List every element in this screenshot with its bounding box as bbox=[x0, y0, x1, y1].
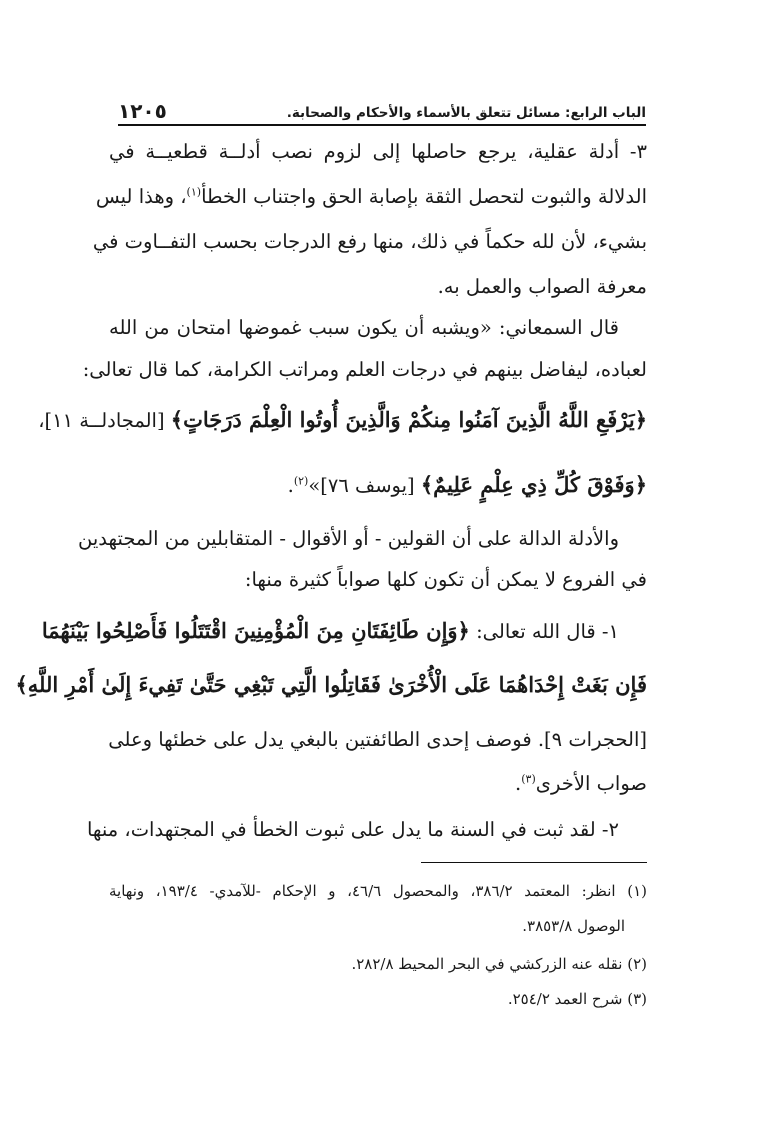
body-line-10: في الفروع لا يمكن أن تكون كلها صواباً كثيرة منها: bbox=[244, 568, 647, 591]
verse-line-3 bbox=[41, 618, 619, 643]
footnote-3: (٣) شرح العمد ٢٥٤/٢. bbox=[507, 990, 647, 1008]
body-line-2-text: الدلالة والثبوت لتحصل الثقة بإصابة الحق واجتناب الخطأ bbox=[201, 185, 647, 208]
quran-verse-2: ﴿وَفَوْقَ كُلِّ ذِي عِلْمٍ عَلِيمٌ﴾ bbox=[420, 472, 647, 497]
body-line-14 bbox=[109, 772, 647, 795]
verse-ref-2: [يوسف ٧٦]» bbox=[308, 474, 415, 497]
body-line-4: معرفة الصواب والعمل به. bbox=[437, 275, 647, 298]
body-line-14-text: صواب الأخرى bbox=[535, 772, 647, 795]
footnote-2: (٢) نقله عنه الزركشي في البحر المحيط ٢٨٢/٨. bbox=[351, 955, 647, 973]
footnote-ref-1: (١) bbox=[186, 185, 202, 199]
body-line-14-end: . bbox=[515, 772, 522, 795]
body-line-2-tail: ، وهذا ليس bbox=[95, 185, 187, 208]
verse-line-2 bbox=[109, 472, 647, 497]
body-line-15: ٢- لقد ثبت في السنة ما يدل على ثبوت الخطأ في المجتهدات، منها bbox=[86, 818, 619, 841]
verse-intro: ١- قال الله تعالى: bbox=[476, 620, 619, 643]
verse-line-1 bbox=[38, 407, 647, 432]
page-number: ١٢٠٥ bbox=[118, 99, 167, 123]
body-line-13: [الحجرات ٩]. فوصف إحدى الطائفتين بالبغي يدل على خطئها وعلى bbox=[108, 728, 647, 751]
body-line-1: ٣- أدلة عقلية، يرجع حاصلها إلى لزوم نصب أدلــة قطعيــة في bbox=[109, 140, 647, 163]
verse-line-2-end: . bbox=[287, 474, 294, 497]
quran-verse-3: ﴿وَإِن طَائِفَتَانِ مِنَ الْمُؤْمِنِينَ اقْتَتَلُوا فَأَصْلِحُوا بَيْنَهُمَا bbox=[41, 618, 470, 643]
footnote-1-cont: الوصول ٣٨٥٣/٨. bbox=[522, 917, 625, 935]
quran-verse-1: ﴿يَرْفَعِ اللَّهُ الَّذِينَ آمَنُوا مِنكُمْ وَالَّذِينَ أُوتُوا الْعِلْمَ دَرَجَاتٍ﴾ bbox=[170, 407, 647, 432]
footnote-ref-3: (٣) bbox=[521, 772, 536, 786]
body-line-9: والأدلة الدالة على أن القولين - أو الأقوال - المتقابلين من المجتهدين bbox=[77, 527, 619, 550]
verse-ref-1: [المجادلــة ١١]، bbox=[38, 409, 165, 432]
footnote-ref-2: (٢) bbox=[293, 474, 309, 488]
body-line-2 bbox=[95, 185, 647, 208]
footnote-separator bbox=[421, 862, 647, 863]
verse-line-4 bbox=[15, 672, 647, 697]
chapter-title: الباب الرابع: مسائل تتعلق بالأسماء والأحكام والصحابة. bbox=[286, 105, 646, 121]
body-line-5: قال السمعاني: «ويشبه أن يكون سبب غموضها امتحان من الله bbox=[109, 316, 619, 339]
quran-verse-4: فَإِن بَغَتْ إِحْدَاهُمَا عَلَى الْأُخْرَىٰ فَقَاتِلُوا الَّتِي تَبْغِي حَتَّىٰ تَفِيءَ إِلَىٰ أَمْرِ اللَّهِ﴾ bbox=[15, 672, 647, 697]
body-line-3: بشيء، لأن لله حكماً في ذلك، منها رفع الدرجات بحسب التفــاوت في bbox=[92, 230, 647, 253]
running-header bbox=[118, 98, 646, 126]
body-line-6: لعباده، ليفاضل بينهم في درجات العلم ومراتب الكرامة، كما قال تعالى: bbox=[82, 358, 647, 381]
footnote-1: (١) انظر: المعتمد ٣٨٦/٢، والمحصول ٤٦/٦، و الإحكام -للآمدي- ١٩٣/٤، ونهاية bbox=[109, 882, 647, 900]
